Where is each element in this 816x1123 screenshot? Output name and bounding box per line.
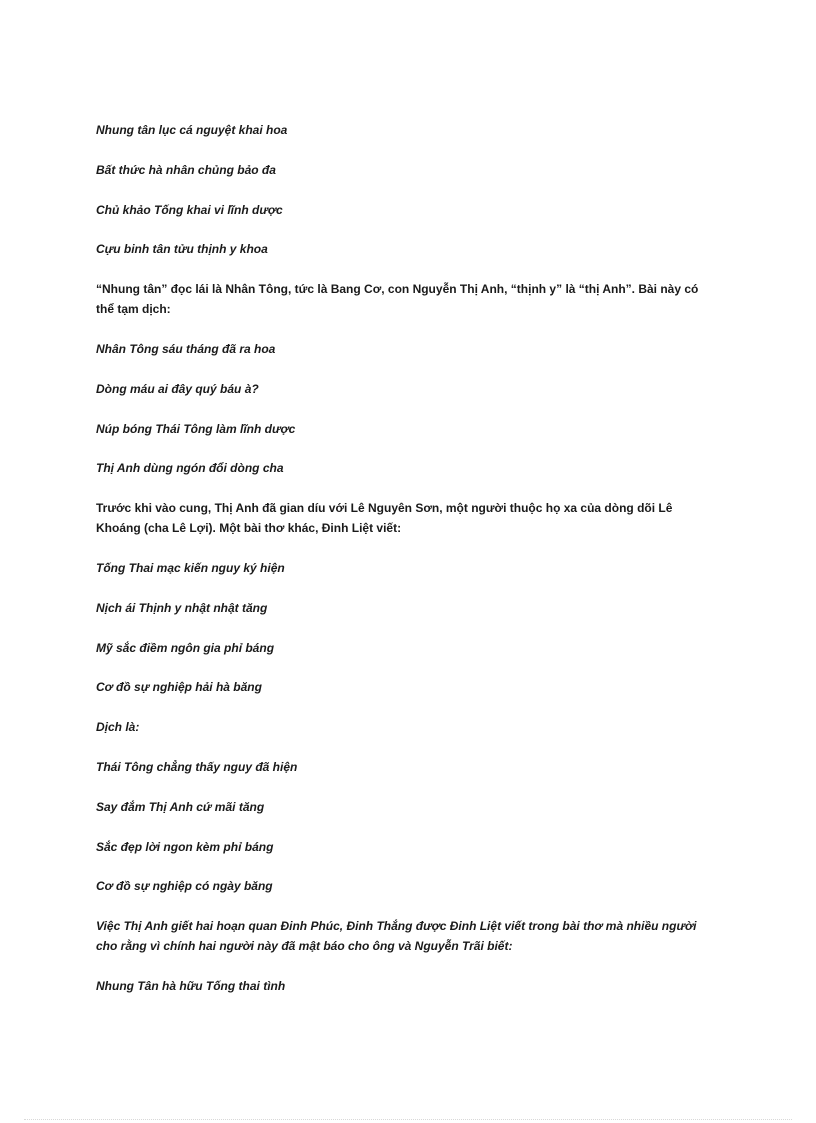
page-bottom-divider — [24, 1119, 792, 1120]
verse-line: Sắc đẹp lời ngon kèm phỉ báng — [96, 839, 274, 854]
prose-paragraph: “Nhung tân” đọc lái là Nhân Tông, tức là Bang Cơ, con Nguyễn Thị Anh, “thịnh y” là “thị Anh”. Bài này có thể tạm dịch: — [96, 282, 699, 317]
verse-line: Dịch là: — [96, 720, 140, 735]
verse-line: Say đắm Thị Anh cứ mãi tăng — [96, 799, 265, 814]
prose-paragraph: Việc Thị Anh giết hai hoạn quan Đinh Phúc, Đinh Thắng được Đinh Liệt viết trong bài thơ mà nhiều người cho rằng vì chính hai người này đã mật báo cho ông và Nguyễn Trãi biết: — [96, 919, 697, 954]
verse-line: Nịch ái Thịnh y nhật nhật tăng — [96, 600, 268, 615]
verse-line: Nhung tân lục cá nguyệt khai hoa — [96, 123, 288, 137]
verse-line: Thị Anh dùng ngón đổi dòng cha — [96, 461, 284, 476]
verse-line: Cơ đồ sự nghiệp có ngày băng — [96, 879, 273, 894]
prose-paragraph: Trước khi vào cung, Thị Anh đã gian díu với Lê Nguyên Sơn, một người thuộc họ xa của dòng dõi Lê Khoáng (cha Lê Lợi). Một bài thơ khác, Đinh Liệt viết: — [96, 501, 673, 536]
verse-line: Thái Tông chẳng thấy nguy đã hiện — [96, 759, 298, 774]
verse-line: Núp bóng Thái Tông làm lĩnh dược — [96, 421, 296, 436]
verse-line: Tống Thai mạc kiến nguy ký hiện — [96, 560, 285, 575]
verse-line: Bất thức hà nhân chủng bảo đa — [96, 162, 276, 177]
verse-line: Nhung Tân hà hữu Tống thai tình — [96, 978, 286, 993]
verse-line: Nhân Tông sáu tháng đã ra hoa — [96, 341, 276, 356]
verse-line: Cơ đồ sự nghiệp hải hà băng — [96, 680, 262, 695]
verse-line: Cựu binh tân tửu thịnh y khoa — [96, 242, 268, 257]
document-body — [96, 120, 716, 996]
verse-line: Chủ khảo Tống khai vi lĩnh dược — [96, 202, 283, 217]
verse-line: Mỹ sắc điềm ngôn gia phỉ báng — [96, 640, 275, 655]
verse-line: Dòng máu ai đây quý báu à? — [96, 381, 259, 396]
